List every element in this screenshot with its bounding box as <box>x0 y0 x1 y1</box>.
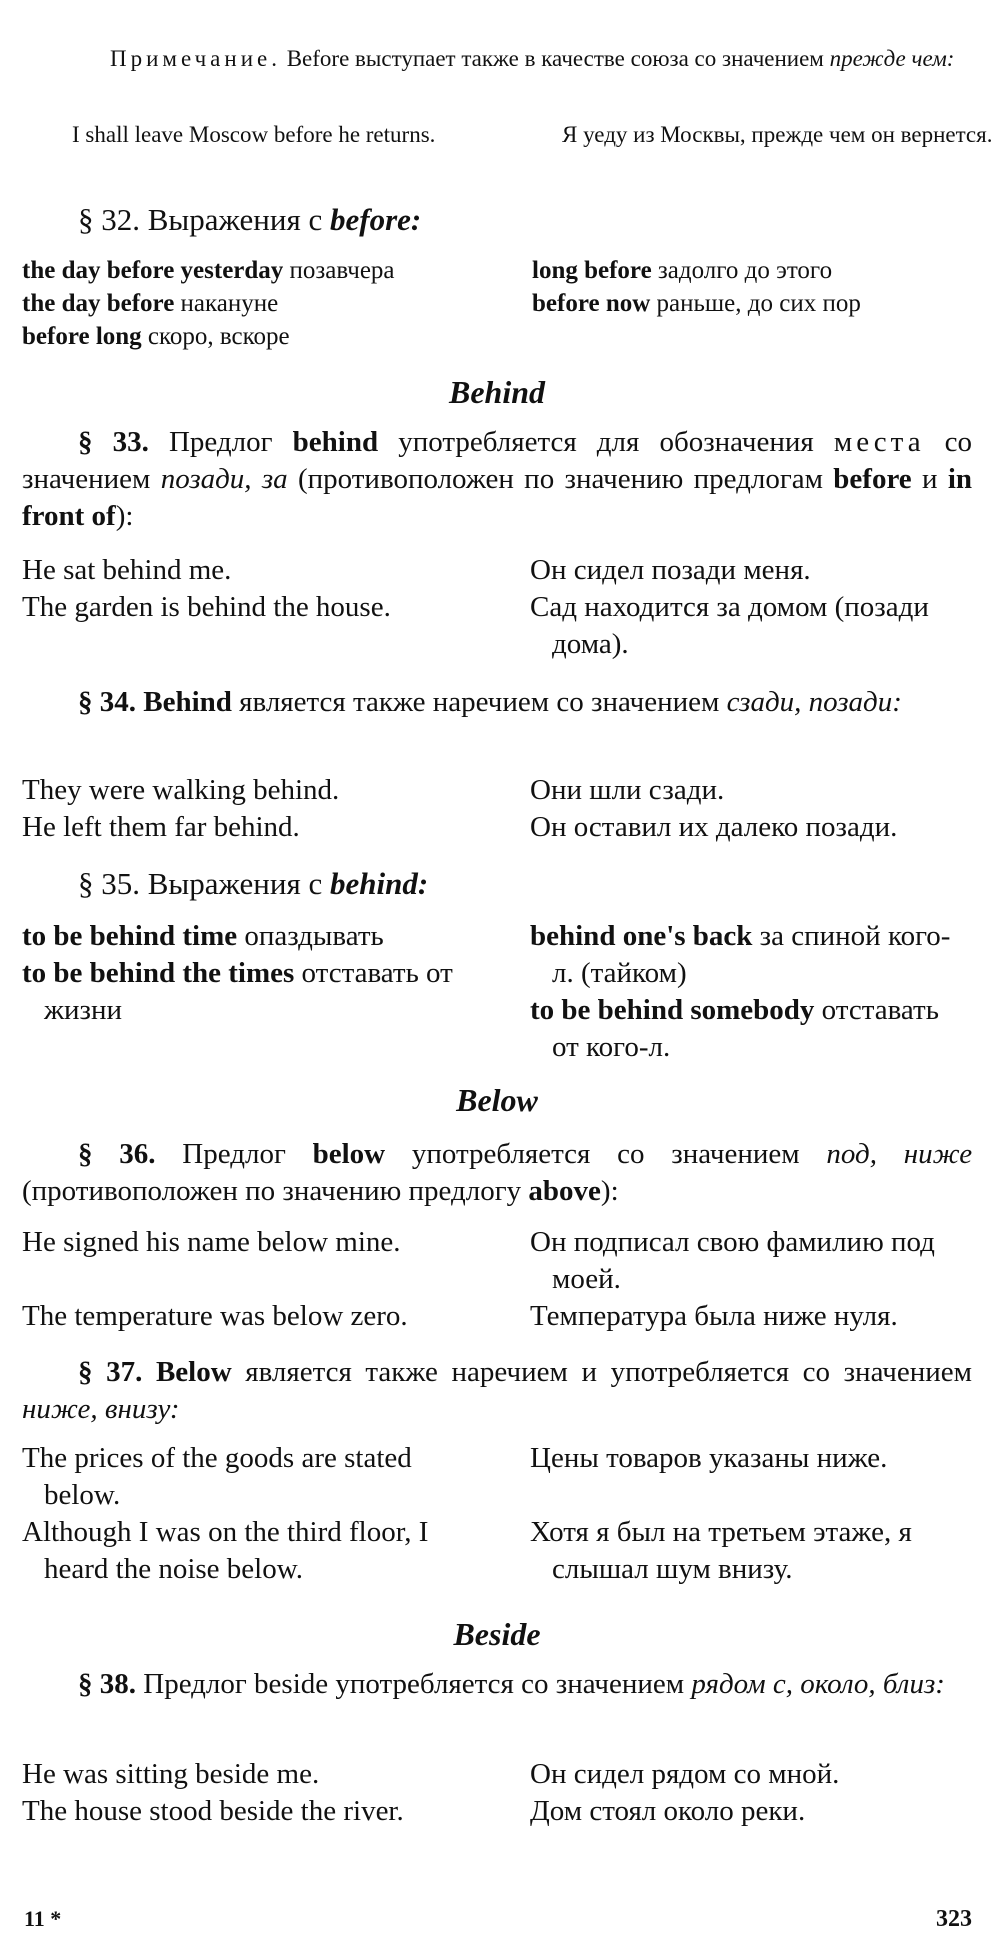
example-en: Although I was on the third floor, I heard the noise below. <box>22 1516 429 1585</box>
example-ru: Цены товаров указаны ниже. <box>530 1442 888 1474</box>
note-example-en: I shall leave Moscow before he returns. <box>72 122 436 147</box>
s38-paragraph: § 38. Предлог beside употребляется со значением рядом с, около, близ: <box>78 1668 945 1700</box>
example-ru: Они шли сзади. <box>530 774 725 806</box>
example-en: He was sitting beside me. <box>22 1758 320 1790</box>
example-ru: Хотя я был на третьем этаже, я слышал шум внизу. <box>530 1516 912 1585</box>
example-ru: Сад находится за домом (позади дома). <box>530 591 929 660</box>
example-en: The house stood beside the river. <box>22 1795 404 1827</box>
s35-left <box>22 918 472 1029</box>
s35-heading: § 35. Выражения с behind: <box>78 866 429 901</box>
example-en: He signed his name below mine. <box>22 1226 401 1258</box>
s32-heading <box>22 202 972 238</box>
section-title-below: Below <box>456 1082 538 1118</box>
note-text: Before выступает также в качестве союза со значением <box>286 46 824 71</box>
expression-item: to be behind time опаздывать <box>22 920 384 952</box>
example-en: The temperature was below zero. <box>22 1300 408 1332</box>
signature-mark: 11 * <box>24 1906 62 1931</box>
example-en: He sat behind me. <box>22 554 232 586</box>
s32-left <box>22 254 502 353</box>
page-number: 323 <box>936 1906 972 1932</box>
example-en: The prices of the goods are stated below. <box>22 1442 412 1511</box>
s34-paragraph: § 34. Behind является также наречием со значением сзади, позади: <box>78 686 902 718</box>
expression-item: before now раньше, до сих пор <box>532 290 861 317</box>
example-en: The garden is behind the house. <box>22 591 391 623</box>
s32-right <box>532 254 974 320</box>
example-ru: Он сидел рядом со мной. <box>530 1758 840 1790</box>
example-ru: Он сидел позади меня. <box>530 554 811 586</box>
s36-paragraph: § 36. Предлог below употребляется со значением под, ниже (противоположен по значению предлогу above): <box>22 1138 973 1207</box>
s35-right <box>530 918 972 1066</box>
expression-item: the day before накануне <box>22 290 279 317</box>
example-ru: Дом стоял около реки. <box>530 1795 806 1827</box>
example-ru: Температура была ниже нуля. <box>530 1300 898 1332</box>
note-paragraph <box>22 44 972 74</box>
s32-heading-word: before: <box>329 202 422 237</box>
expression-item: long before задолго до этого <box>532 257 833 284</box>
section-title-behind: Behind <box>448 374 546 410</box>
note-meaning: прежде чем: <box>829 46 955 71</box>
example-en: He left them far behind. <box>22 811 300 843</box>
s32-heading-text: § 32. Выражения с <box>78 202 323 237</box>
example-ru: Он оставил их далеко позади. <box>530 811 898 843</box>
example-en: They were walking behind. <box>22 774 340 806</box>
s37-paragraph: § 37. Below является также наречием и употребляется со значением ниже, внизу: <box>22 1356 973 1425</box>
expression-item: the day before yesterday позавчера <box>22 257 395 284</box>
s33-paragraph: § 33. Предлог behind употребляется для обозначения места со значением позади, за (противоположен по значению предлогам before и in front of): <box>22 426 973 532</box>
section-title-beside: Beside <box>453 1616 541 1652</box>
expression-item: before long скоро, вскоре <box>22 323 290 350</box>
expression-item: to be behind the times отставать от жизни <box>22 957 453 1026</box>
example-ru: Он подписал свою фамилию под моей. <box>530 1226 935 1295</box>
expression-item: behind one's back за спиной кого-л. (тайком) <box>530 920 951 989</box>
note-label: Примечание. <box>110 46 281 71</box>
note-example-ru: Я уеду из Москвы, прежде чем он вернется. <box>562 122 993 147</box>
expression-item: to be behind somebody отставать от кого-л. <box>530 994 939 1063</box>
